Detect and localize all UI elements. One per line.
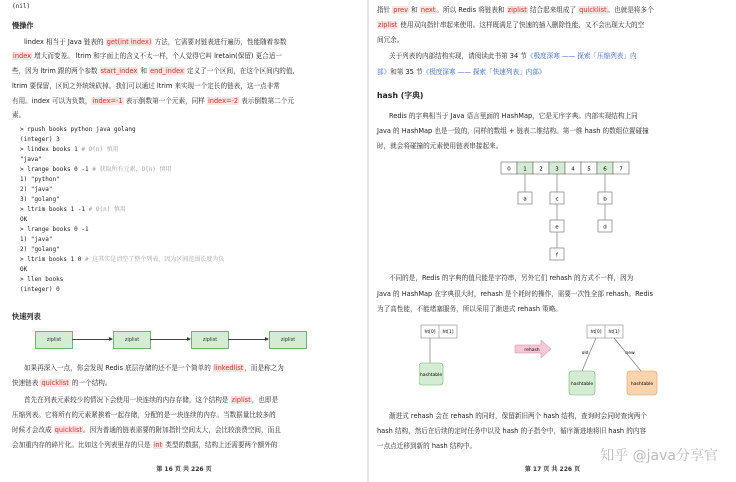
chain-label: d bbox=[603, 224, 607, 231]
chain-label: b bbox=[603, 196, 607, 203]
heading-quicklist: 快速列表 bbox=[12, 312, 41, 321]
chain-label: e bbox=[555, 224, 559, 231]
quicklist-node: ziplist bbox=[191, 331, 229, 349]
code-line: 3) "golang" bbox=[20, 196, 60, 203]
array-index: 7 bbox=[619, 166, 623, 173]
link-arrow bbox=[72, 339, 112, 340]
array-index: 0 bbox=[507, 166, 511, 173]
link-arrow bbox=[150, 339, 190, 340]
chain-label: a bbox=[523, 196, 527, 203]
code-line: > llen books bbox=[20, 276, 64, 283]
array-index: 6 bbox=[603, 166, 607, 173]
code-line: OK bbox=[20, 216, 28, 223]
array-index: 4 bbox=[571, 166, 575, 173]
hash-para-line1: Redis 的字典相当于 Java 语言里面的 HashMap，它是无序字典。内部实现结构上同 bbox=[389, 112, 638, 120]
para1-line4: ltrim 要保留，区间之外统统砍掉。我们可以通过 ltrim 来实现一个定长的链表，这一点非常 bbox=[12, 82, 280, 90]
code-line: 2) "java" bbox=[20, 186, 53, 193]
para1-line5: 有用。index 可以为负数，index=-1 表示倒数第一个元素，同样 index=-2 表示倒数第二个元 bbox=[12, 97, 294, 105]
progressive-para-line1: 渐进式 rehash 会在 rehash 的同时，保留新旧两个 hash 结构，查询时会同时查询两个 bbox=[389, 412, 647, 420]
quicklist-para-line3: 间冗余。 bbox=[377, 36, 404, 44]
page-footer: 第 17 页 共 226 页 bbox=[524, 465, 581, 473]
code-line: > ltrim books 1 0 # 这其实是清空了整个列表，因为区间范围长度为负 bbox=[20, 256, 225, 263]
hashtable-label: hashtable bbox=[419, 373, 443, 378]
para1-line1: lindex 相当于 Java 链表的 get(int index) 方法，它需要对链表进行遍历，性能随着参数 bbox=[24, 38, 287, 46]
right-page bbox=[369, 0, 736, 482]
code-line: > ltrim books 1 -1 # O(n) 慎用 bbox=[20, 206, 126, 213]
chain-label: c bbox=[555, 196, 559, 203]
code-line: 1) "java" bbox=[20, 236, 53, 243]
hash-diagram bbox=[499, 160, 634, 268]
para3-line1: 首先在列表元素较少的情况下会使用一块连续的内存存储，这个结构是 ziplist，也即是 bbox=[24, 396, 279, 404]
para2-line2: 快速链表 quicklist 的一个结构。 bbox=[12, 379, 112, 387]
para3-line3: 时候才会改成 quicklist。因为普通的链表需要的附加指针空间太大，会比较浪费空间，而且 bbox=[12, 426, 281, 434]
watermark: 知乎 @java分享官 bbox=[600, 447, 718, 464]
heading-slow-ops: 慢操作 bbox=[12, 21, 34, 30]
page-footer: 第 16 页 共 226 页 bbox=[156, 465, 212, 473]
array-index: 2 bbox=[539, 166, 543, 173]
code-line: OK bbox=[20, 266, 28, 273]
para3-line4: 会加重内存的碎片化。比如这个列表里存的只是 int 类型的数据，结构上还需要两个额外的 bbox=[12, 441, 278, 449]
reference-line2: 部》和第 35 节《极度深寒 —— 探索「快速列表」内部》 bbox=[377, 68, 546, 76]
rehash-para-line3: 为了高性能，不能堵塞服务，所以采用了渐进式 rehash 策略。 bbox=[377, 305, 562, 313]
code-line: (integer) 3 bbox=[20, 136, 60, 143]
para3-line2: 压缩列表。它将所有的元素紧挨着一起存储，分配的是一块连续的内存。当数据量比较多的 bbox=[12, 411, 276, 419]
quicklist-node: ziplist bbox=[269, 331, 307, 349]
hashtable-label: hashtable bbox=[570, 382, 594, 387]
chain-label: f bbox=[556, 252, 558, 259]
link-arrow bbox=[228, 339, 268, 340]
new-label: new bbox=[625, 351, 635, 356]
nil-output: (nil) bbox=[12, 3, 31, 10]
rehash-para-line1: 不同的是，Redis 的字典的值只能是字符串，另外它们 rehash 的方式不一样，因为 bbox=[389, 274, 634, 282]
quicklist-para-line2: ziplist 使用双向指针串起来使用。这样既满足了快速的插入删除性能，又不会出现太大的空 bbox=[378, 21, 645, 29]
chapter34-link[interactable]: 《极度深寒 —— 探索「压缩列表」内 bbox=[526, 52, 637, 60]
quicklist-node: ziplist bbox=[113, 331, 151, 349]
progressive-para-line3: 一点点迁移到新的 hash 结构中。 bbox=[377, 442, 477, 450]
rehash-label: rehash bbox=[524, 348, 540, 353]
array-index: 5 bbox=[587, 166, 591, 173]
array-index: 3 bbox=[555, 166, 559, 173]
quicklist-para-line1: 指针 prev 和 next。所以 Redis 将链表和 ziplist 结合起来组成了 quicklist。也就是将多个 bbox=[377, 6, 654, 14]
code-block bbox=[20, 125, 224, 295]
hash-para-line3: 时，就会将碰撞的元素使用链表串接起来。 bbox=[377, 142, 503, 150]
code-line: 1) "python" bbox=[20, 176, 60, 183]
code-line: > rpush books python java golang bbox=[20, 126, 136, 133]
heading-hash: hash (字典) bbox=[377, 91, 424, 100]
code-line: "java" bbox=[20, 156, 42, 163]
para2-line1: 如果再深入一点，你会发现 Redis 底层存储的还不是一个简单的 linkedlist，而是称之为 bbox=[24, 364, 284, 372]
code-line: (integer) 0 bbox=[20, 286, 60, 293]
para1-line3: 些，因为 ltrim 跟的两个参数 start_index 和 end_index 定义了一个区间，在这个区间内的值, bbox=[12, 67, 295, 75]
para1-line6: 素。 bbox=[12, 111, 26, 119]
old-label: old bbox=[581, 351, 589, 356]
ht1-label: ht[1] bbox=[442, 330, 454, 335]
reference-line1: 关于列表的内部结构实现，请阅读此书第 34 节《极度深寒 —— 探索「压缩列表」内 bbox=[389, 52, 637, 60]
ht0-label: ht[0] bbox=[590, 330, 602, 335]
code-line: > lrange books 0 -1 # 获取所有元素，O(n) 慎用 bbox=[20, 166, 172, 173]
ht1-label: ht[1] bbox=[608, 330, 620, 335]
chapter35-link[interactable]: 《极度深寒 —— 探索「快速列表」内部》 bbox=[422, 68, 546, 76]
code-line: > lrange books 0 -1 bbox=[20, 226, 89, 233]
quicklist-node: ziplist bbox=[35, 331, 73, 349]
code-line: 2) "golang" bbox=[20, 246, 60, 253]
ht0-label: ht[0] bbox=[424, 330, 436, 335]
rehash-para-line2: Java 的 HashMap 在字典很大时，rehash 是个耗时的操作，需要一次性全部 rehash。Redis bbox=[377, 290, 653, 298]
hashtable-label: hashtable bbox=[630, 382, 654, 387]
progressive-para-line2: hash 结构，然后在后续的定时任务中以及 hash 的子指令中，循序渐进地将旧 hash 的内容 bbox=[377, 427, 646, 435]
rehash-diagram bbox=[419, 323, 694, 401]
hash-para-line2: Java 的 HashMap 也是一致的，同样的数组 + 链表二维结构。第一维 hash 的数组位置碰撞 bbox=[377, 127, 649, 135]
code-line: > lindex books 1 # O(n) 慎用 bbox=[20, 146, 119, 153]
para1-line2: index 增大而变差。 ltrim 和字面上的含义不太一样，个人觉得它叫 lretain(保留) 更合适一 bbox=[13, 52, 282, 60]
array-index: 1 bbox=[523, 166, 527, 173]
